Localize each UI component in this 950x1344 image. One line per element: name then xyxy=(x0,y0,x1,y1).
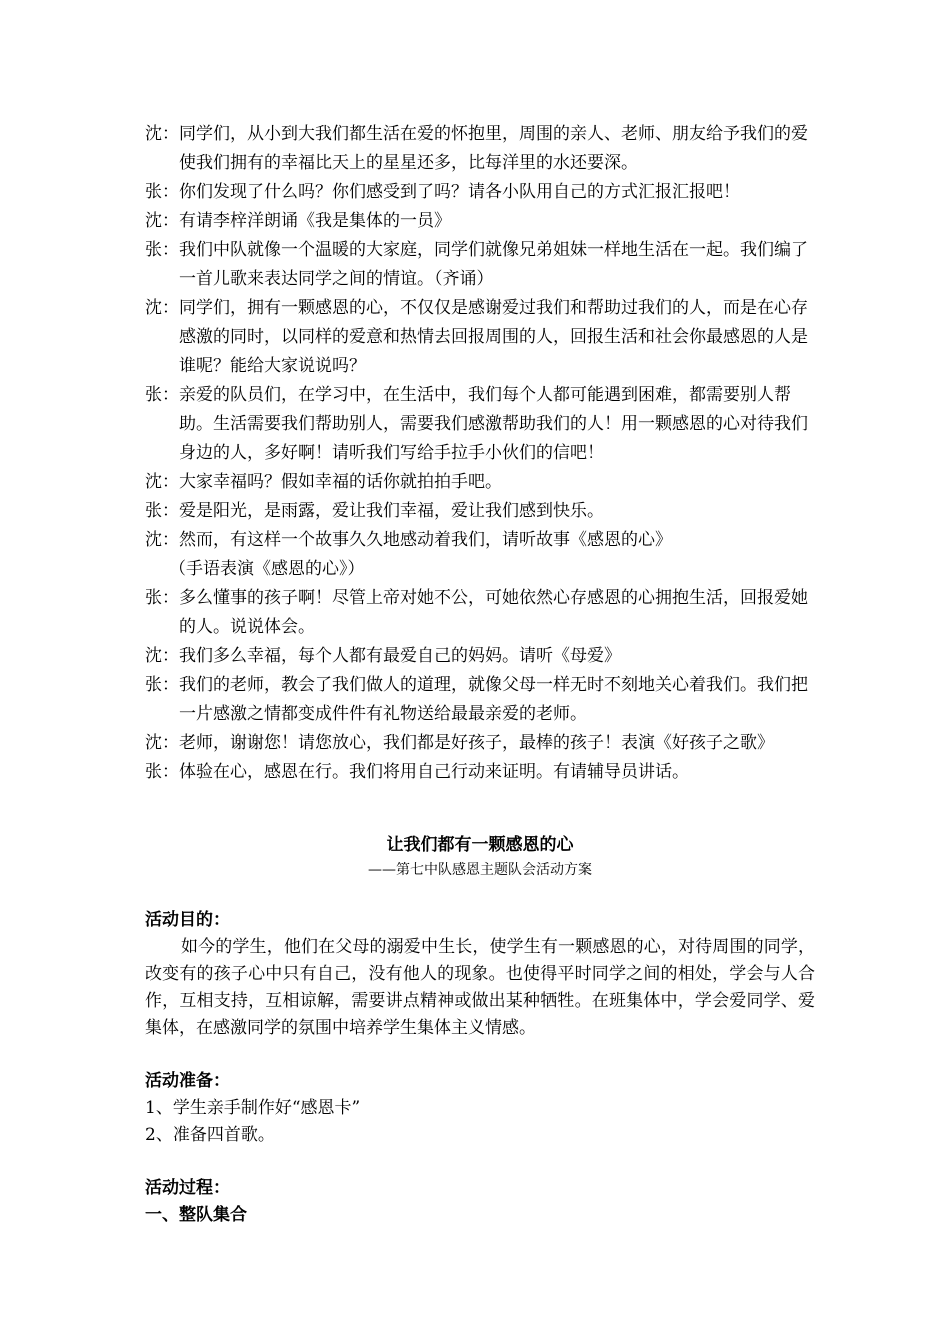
dialogue-text: 我们的老师，教会了我们做人的道理，就像父母一样无时不刻地关心着我们。我们把一片感激之情都变成件件有礼物送给最最亲爱的老师。 xyxy=(179,675,808,724)
speaker-label: 沈： xyxy=(145,472,179,492)
dialogue-text: 同学们，拥有一颗感恩的心，不仅仅是感谢爱过我们和帮助过我们的人，而是在心存感激的同时，以同样的爱意和热情去回报周围的人，回报生活和社会你最感恩的人是谁呢？能给大家说说吗？ xyxy=(179,298,808,376)
speaker-label: 沈： xyxy=(145,211,179,231)
process-heading: 活动过程： xyxy=(145,1178,230,1198)
speaker-label: 张： xyxy=(145,182,179,202)
dialogue-line xyxy=(145,178,815,207)
dialogue-line xyxy=(145,758,815,787)
dialogue-text: 同学们，从小到大我们都生活在爱的怀抱里，周围的亲人、老师、朋友给予我们的爱使我们拥有的幸福比天上的星星还多，比每洋里的水还要深。 xyxy=(179,124,808,173)
dialogue-text: （手语表演《感恩的心》） xyxy=(169,559,365,579)
preparation-heading: 活动准备： xyxy=(145,1071,230,1091)
dialogue-text: 大家幸福吗？假如幸福的话你就拍拍手吧。 xyxy=(179,472,502,492)
dialogue-text: 然而，有这样一个故事久久地感动着我们，请听故事《感恩的心》 xyxy=(179,530,672,550)
speaker-label: 沈： xyxy=(145,530,179,550)
dialogue-line xyxy=(145,526,815,555)
purpose-paragraph: 如今的学生，他们在父母的溺爱中生长，使学生有一颗感恩的心，对待周围的同学，改变有的孩子心中只有自己，没有他人的现象。也使得平时同学之间的相处，学会与人合作，互相支持，互相谅解，需要讲点精神或做出某种牺牲。在班集体中，学会爱同学、爱集体，在感激同学的氛围中培养学生集体主义情感。 xyxy=(145,937,815,1038)
dialogue-text: 亲爱的队员们，在学习中，在生活中，我们每个人都可能遇到困难，都需要别人帮助。生活需要我们帮助别人，需要我们感激帮助我们的人！用一颗感恩的心对待我们身边的人，多好啊！请听我们写给手拉手小伙们的信吧！ xyxy=(179,385,808,463)
dialogue-line xyxy=(145,468,815,497)
dialogue-text: 多么懂事的孩子啊！尽管上帝对她不公，可她依然心存感恩的心拥抱生活，回报爱她的人。说说体会。 xyxy=(179,588,808,637)
speaker-label: 张： xyxy=(145,762,179,782)
plan-title: 让我们都有一颗感恩的心 xyxy=(386,835,574,855)
preparation-item: 1、学生亲手制作好“感恩卡” xyxy=(145,1098,361,1118)
dialogue-text: 你们发现了什么吗？你们感受到了吗？请各小队用自己的方式汇报汇报吧！ xyxy=(179,182,740,202)
dialogue-line xyxy=(145,381,815,468)
dialogue-line xyxy=(145,584,815,642)
speaker-label: 张： xyxy=(145,501,179,521)
plan-subtitle: ——第七中队感恩主题队会活动方案 xyxy=(368,862,592,878)
speaker-label: 张： xyxy=(145,588,179,608)
dialogue-text: 有请李梓洋朗诵《我是集体的一员》 xyxy=(179,211,451,231)
purpose-heading: 活动目的： xyxy=(145,910,230,930)
speaker-label: 张： xyxy=(145,675,179,695)
stage-direction xyxy=(145,555,815,584)
dialogue-text: 我们中队就像一个温暖的大家庭，同学们就像兄弟姐妹一样地生活在一起。我们编了一首儿歌来表达同学之间的情谊。（齐诵） xyxy=(179,240,808,289)
dialogue-text: 体验在心，感恩在行。我们将用自己行动来证明。有请辅导员讲话。 xyxy=(179,762,689,782)
dialogue-text: 爱是阳光，是雨露，爱让我们幸福，爱让我们感到快乐。 xyxy=(179,501,604,521)
dialogue-text: 我们多么幸福，每个人都有最爱自己的妈妈。请听《母爱》 xyxy=(179,646,621,666)
speaker-label: 张： xyxy=(145,240,179,260)
dialogue-text: 老师，谢谢您！请您放心，我们都是好孩子，最棒的孩子！表演《好孩子之歌》 xyxy=(179,733,774,753)
dialogue-line xyxy=(145,729,815,758)
process-step-heading: 一、整队集合 xyxy=(145,1205,247,1225)
dialogue-line xyxy=(145,294,815,381)
speaker-label: 张： xyxy=(145,385,179,405)
speaker-label: 沈： xyxy=(145,646,179,666)
dialogue-line xyxy=(145,497,815,526)
preparation-item: 2、准备四首歌。 xyxy=(145,1125,275,1145)
dialogue-line xyxy=(145,120,815,178)
speaker-label: 沈： xyxy=(145,733,179,753)
speaker-label: 沈： xyxy=(145,298,179,318)
dialogue-line xyxy=(145,671,815,729)
dialogue-line xyxy=(145,642,815,671)
dialogue-section xyxy=(145,120,815,787)
dialogue-line xyxy=(145,236,815,294)
speaker-label: 沈： xyxy=(145,124,179,144)
document-page xyxy=(145,120,815,1229)
dialogue-line xyxy=(145,207,815,236)
